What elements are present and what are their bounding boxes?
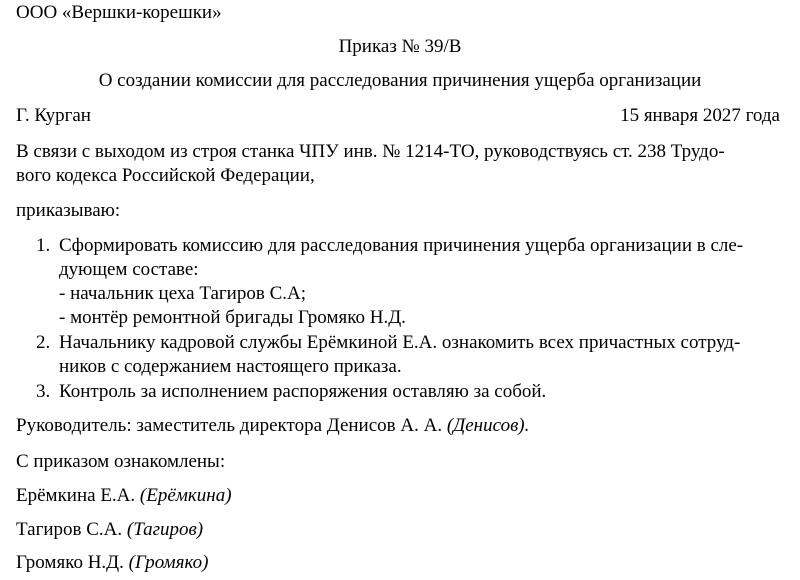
person-signature: (Тагиров) (126, 519, 204, 540)
preamble-line-1: В связи с выходом из строя станка ЧПУ инв. № 1214-ТО, руководствуясь ст. 238 Трудо- (16, 141, 725, 162)
person-name: Тагиров С.А. (16, 519, 123, 540)
commission-member: - монтёр ремонтной бригады Громяко Н.Д. (59, 307, 406, 328)
item-text-line-2: дующем составе: (59, 259, 199, 280)
city: Г. Курган (16, 105, 91, 126)
order-date: 15 января 2027 года (620, 105, 780, 126)
item-number: 2. (36, 332, 51, 353)
head-signature: (Денисов). (446, 415, 530, 436)
acquainted-label: С приказом ознакомлены: (16, 451, 226, 472)
head-text: Руководитель: заместитель директора Денисов А. А. (16, 415, 443, 436)
person-name: Ерёмкина Е.А. (16, 485, 136, 506)
item-text-line-1: Начальнику кадровой службы Ерёмкиной Е.А. ознакомить всех причастных сотруд- (59, 332, 741, 353)
commission-member: - начальник цеха Тагиров С.А; (59, 283, 306, 304)
person-signature: (Громяко) (128, 552, 209, 573)
company-name: ООО «Вершки-корешки» (16, 2, 222, 23)
item-number: 3. (36, 381, 51, 402)
acquainted-person (16, 519, 203, 541)
order-word: приказываю: (16, 200, 121, 221)
acquainted-person (16, 552, 208, 574)
acquainted-person (16, 485, 232, 507)
person-name: Громяко Н.Д. (16, 552, 124, 573)
item-text-line-1: Сформировать комиссию для расследования причинения ущерба организации в сле- (59, 235, 744, 256)
preamble-line-2: вого кодекса Российской Федерации, (16, 165, 315, 186)
head-line (16, 415, 529, 437)
item-text-line-2: ников с содержанием настоящего приказа. (59, 356, 402, 377)
person-signature: (Ерёмкина) (139, 485, 232, 506)
item-number: 1. (36, 235, 51, 256)
order-subject: О создании комиссии для расследования причинения ущерба организации (98, 70, 702, 91)
item-text-line-1: Контроль за исполнением распоряжения оставляю за собой. (59, 381, 547, 402)
order-title: Приказ № 39/В (338, 36, 462, 57)
